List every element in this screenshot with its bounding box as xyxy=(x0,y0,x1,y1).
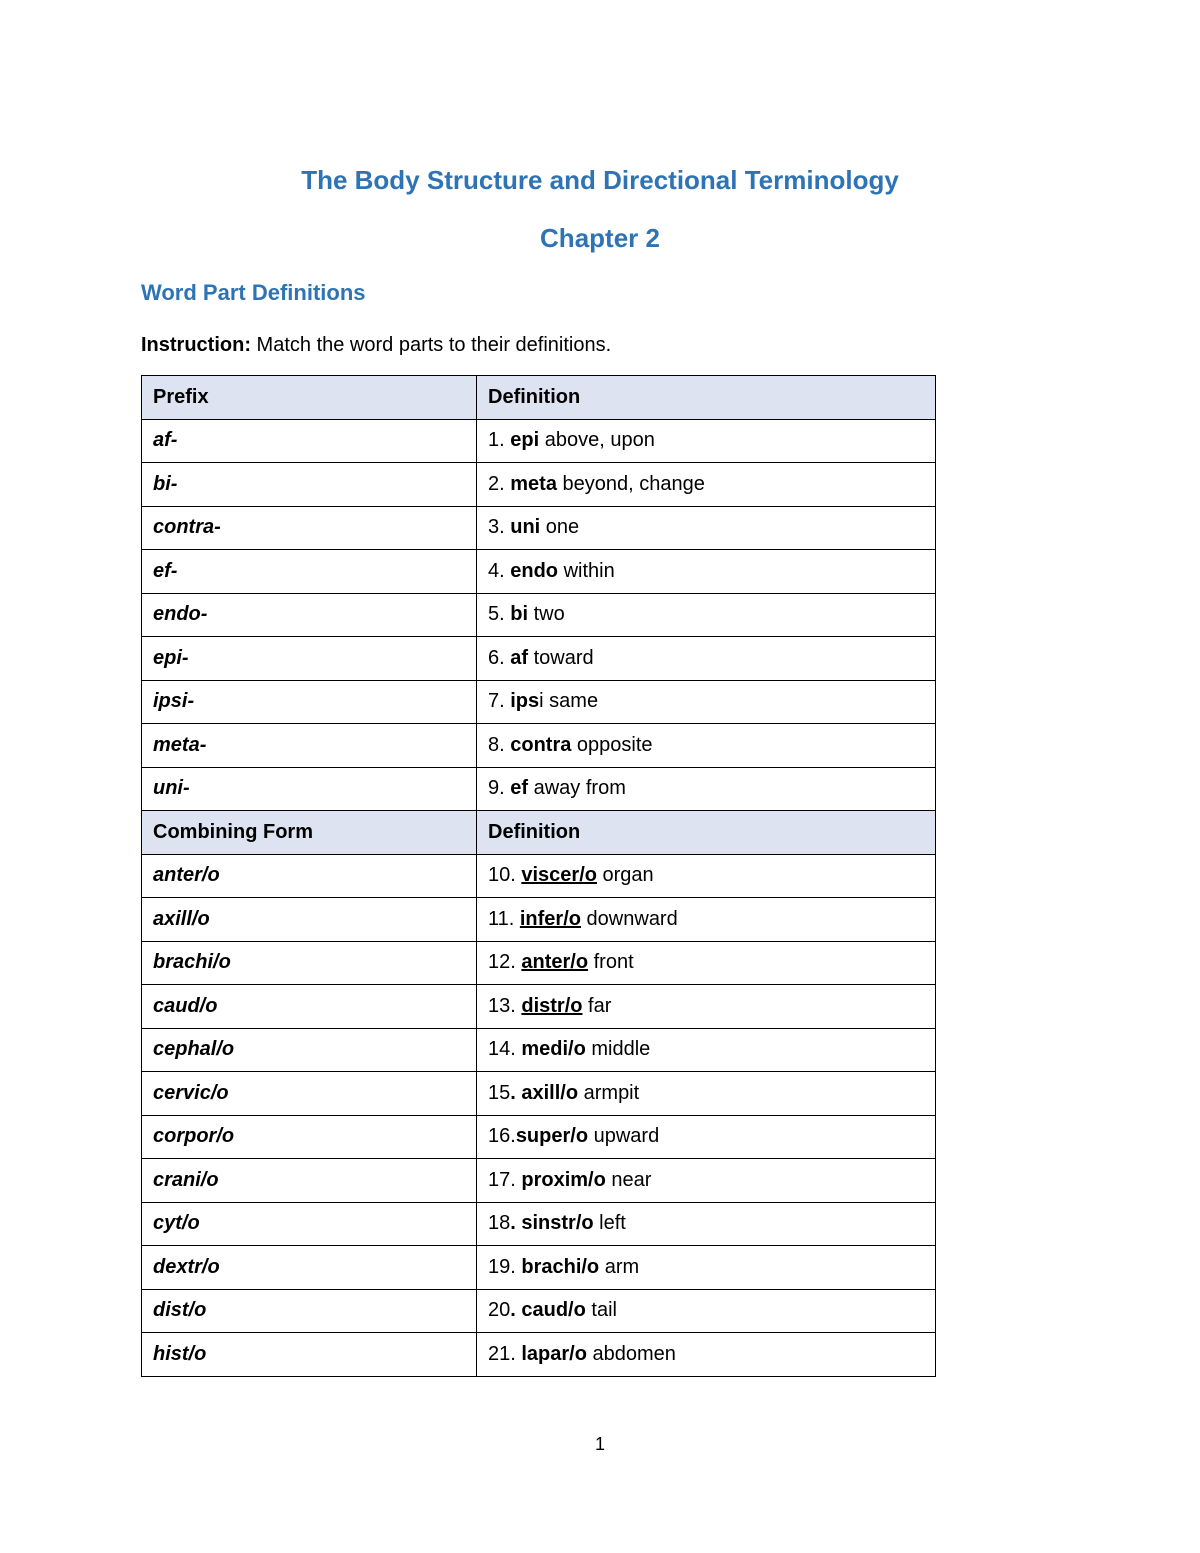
definition-meaning: left xyxy=(593,1212,626,1235)
definition-word: infer/o xyxy=(519,907,581,930)
definition-meaning: middle xyxy=(585,1038,651,1061)
word-part: meta- xyxy=(142,724,477,768)
word-part: ef- xyxy=(142,550,477,594)
definition-cell xyxy=(477,1202,936,1246)
table-row xyxy=(142,506,936,550)
chapter-heading: Chapter 2 xyxy=(540,223,660,253)
page-number: 1 xyxy=(594,1434,605,1454)
table-row xyxy=(142,1115,936,1159)
definition-cell xyxy=(477,724,936,768)
word-part: bi- xyxy=(142,463,477,507)
definition-number: 12. xyxy=(488,951,522,974)
header-definition: Definition xyxy=(477,376,936,420)
definition-meaning: near xyxy=(605,1168,652,1191)
word-part: dist/o xyxy=(142,1289,477,1333)
definition-word: uni xyxy=(510,516,541,539)
table-row xyxy=(142,550,936,594)
definition-number: 4. xyxy=(488,559,511,582)
table-row xyxy=(142,1159,936,1203)
definition-number: 1. xyxy=(488,429,511,452)
definition-meaning: armpit xyxy=(578,1081,640,1104)
definition-word: medi/o xyxy=(521,1038,586,1061)
instruction xyxy=(141,334,611,357)
definition-word: distr/o xyxy=(521,994,583,1017)
definition-cell xyxy=(477,593,936,637)
table-row xyxy=(142,767,936,811)
definition-meaning: one xyxy=(540,516,580,539)
definition-number: 19. xyxy=(488,1255,522,1278)
table-row xyxy=(142,463,936,507)
definition-word: meta xyxy=(510,472,557,495)
table-row xyxy=(142,1028,936,1072)
definition-meaning: front xyxy=(588,951,634,974)
definition-cell xyxy=(477,506,936,550)
definition-number: 7. xyxy=(488,690,511,713)
definition-word: ef xyxy=(510,777,529,800)
document-title: The Body Structure and Directional Terminology xyxy=(301,165,899,195)
definition-meaning: opposite xyxy=(571,733,653,756)
definition-meaning: two xyxy=(528,603,565,626)
word-part: uni- xyxy=(142,767,477,811)
table-header-row xyxy=(142,376,936,420)
definition-number: 8. xyxy=(488,733,511,756)
table-row xyxy=(142,854,936,898)
definition-word: brachi/o xyxy=(521,1255,600,1278)
definition-meaning: upward xyxy=(588,1125,660,1148)
definition-number: 17. xyxy=(488,1168,522,1191)
definition-meaning: arm xyxy=(599,1255,640,1278)
definition-meaning: above, upon xyxy=(539,429,655,452)
definition-number: 11. xyxy=(488,907,520,930)
definition-word: lapar/o xyxy=(521,1342,587,1365)
definition-cell xyxy=(477,680,936,724)
word-part: ipsi- xyxy=(142,680,477,724)
definition-word: epi xyxy=(510,429,540,452)
definition-meaning: organ xyxy=(596,864,654,887)
definition-cell xyxy=(477,1072,936,1116)
definition-word: anter/o xyxy=(521,951,589,974)
definition-number: 2. xyxy=(488,472,511,495)
header-definition: Definition xyxy=(477,811,936,855)
definition-number: 14. xyxy=(488,1038,522,1061)
definition-cell xyxy=(477,1159,936,1203)
definition-cell xyxy=(477,985,936,1029)
word-part: caud/o xyxy=(142,985,477,1029)
definition-cell xyxy=(477,1289,936,1333)
header-term: Combining Form xyxy=(142,811,477,855)
word-part: brachi/o xyxy=(142,941,477,985)
word-part-table xyxy=(141,375,936,1377)
definition-cell xyxy=(477,1028,936,1072)
word-part: axill/o xyxy=(142,898,477,942)
word-part: cyt/o xyxy=(142,1202,477,1246)
definition-cell xyxy=(477,550,936,594)
word-part: contra- xyxy=(142,506,477,550)
table-row xyxy=(142,1202,936,1246)
definition-meaning: tail xyxy=(585,1299,617,1322)
definition-number: 9. xyxy=(488,777,511,800)
definition-number: 10. xyxy=(488,864,522,887)
definition-number: 15 xyxy=(488,1081,511,1104)
table-row xyxy=(142,1333,936,1377)
header-term: Prefix xyxy=(142,376,477,420)
definition-cell xyxy=(477,941,936,985)
definition-number: 6. xyxy=(488,646,511,669)
word-part: dextr/o xyxy=(142,1246,477,1290)
definition-meaning: abdomen xyxy=(586,1342,676,1365)
definition-meaning: i same xyxy=(539,690,599,713)
table-row xyxy=(142,637,936,681)
table-row xyxy=(142,985,936,1029)
word-part: anter/o xyxy=(142,854,477,898)
definition-word: . caud/o xyxy=(510,1299,586,1322)
word-part: hist/o xyxy=(142,1333,477,1377)
definition-number: 18 xyxy=(488,1212,511,1235)
word-part: cervic/o xyxy=(142,1072,477,1116)
definition-word: ips xyxy=(510,690,540,713)
definition-word: proxim/o xyxy=(521,1168,606,1191)
definition-cell xyxy=(477,1246,936,1290)
definition-meaning: far xyxy=(582,994,612,1017)
word-part: cephal/o xyxy=(142,1028,477,1072)
definition-word: contra xyxy=(510,733,572,756)
definition-number: 21. xyxy=(488,1342,522,1365)
definition-number: 13. xyxy=(488,994,522,1017)
definition-cell xyxy=(477,419,936,463)
definition-word: bi xyxy=(510,603,529,626)
definition-cell xyxy=(477,463,936,507)
definition-number: 16. xyxy=(488,1125,516,1148)
definition-word: af xyxy=(510,646,529,669)
definition-cell xyxy=(477,1115,936,1159)
definition-cell xyxy=(477,767,936,811)
definition-word: endo xyxy=(510,559,559,582)
word-part: af- xyxy=(142,419,477,463)
definition-cell xyxy=(477,1333,936,1377)
table-row xyxy=(142,419,936,463)
definition-cell xyxy=(477,637,936,681)
instruction-label: Instruction: xyxy=(141,334,251,356)
definition-meaning: downward xyxy=(581,907,678,930)
table-row xyxy=(142,1072,936,1116)
section-heading: Word Part Definitions xyxy=(141,280,366,305)
definition-number: 3. xyxy=(488,516,511,539)
definition-meaning: toward xyxy=(528,646,594,669)
table-row xyxy=(142,680,936,724)
table-row xyxy=(142,1289,936,1333)
word-part: crani/o xyxy=(142,1159,477,1203)
definition-word: . sinstr/o xyxy=(510,1212,594,1235)
definition-number: 20 xyxy=(488,1299,511,1322)
instruction-text: Match the word parts to their definitions. xyxy=(251,334,612,356)
definition-word: super/o xyxy=(515,1125,589,1148)
table-row xyxy=(142,1246,936,1290)
definition-meaning: beyond, change xyxy=(556,472,705,495)
definition-meaning: away from xyxy=(528,777,626,800)
definition-meaning: within xyxy=(558,559,615,582)
definition-cell xyxy=(477,898,936,942)
table-row xyxy=(142,724,936,768)
table-row xyxy=(142,941,936,985)
definition-word: . axill/o xyxy=(510,1081,579,1104)
definition-cell xyxy=(477,854,936,898)
word-part: epi- xyxy=(142,637,477,681)
table-row xyxy=(142,898,936,942)
table-header-row xyxy=(142,811,936,855)
table-row xyxy=(142,593,936,637)
word-part: corpor/o xyxy=(142,1115,477,1159)
definition-number: 5. xyxy=(488,603,511,626)
definition-word: viscer/o xyxy=(521,864,597,887)
word-part: endo- xyxy=(142,593,477,637)
